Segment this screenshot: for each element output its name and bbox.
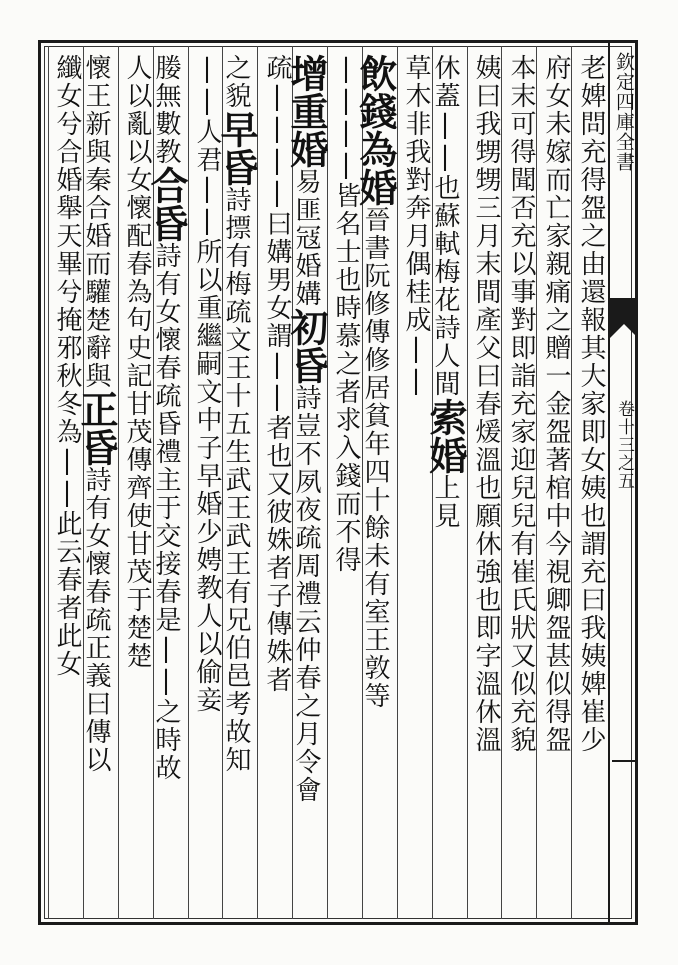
text-column <box>74 54 119 914</box>
column-rule <box>327 46 328 919</box>
book-title: 欽定四庫全書 <box>613 52 635 172</box>
entry-heading: 早昏 <box>214 110 259 186</box>
entry-heading: 索婚 <box>423 398 468 474</box>
column-text: 之貌 <box>221 54 251 110</box>
text-column <box>504 54 534 914</box>
text-column <box>469 54 499 914</box>
column-text: 易匪冦婚媾 <box>291 168 321 308</box>
column-text: 本末可得聞否充以事對即詣充家迎兒兒有崔氏狀又似充貌 <box>506 54 536 754</box>
column-text: 疏||||曰媾 <box>262 54 292 266</box>
column-text: 詩有女懷春疏正義曰傳以 <box>81 466 111 774</box>
entry-heading: 飲錢為婚 <box>353 54 398 206</box>
column-text: 秋冬為||此云春者此女 <box>52 362 82 678</box>
column-text: 府女未嫁而亡家親痛之贈一金盌著棺中今視卿盌甚似得盌 <box>541 54 571 754</box>
column-text: 男女謂||者也又彼姝者子傳姝者 <box>262 266 292 694</box>
column-text: 上見 <box>430 474 460 530</box>
text-column <box>539 54 569 914</box>
entry-heading: 正昏 <box>74 390 119 466</box>
column-text: 晉書阮修傳修居貧年四十餘未有室王敦等 <box>360 206 390 710</box>
column-text: 姨曰我甥甥三月末間產父曰春煖溫也願休強也即字溫休溫 <box>471 54 501 754</box>
text-column <box>574 54 604 914</box>
column-text: 休蓋||也蘇軾梅花詩人間 <box>430 54 460 398</box>
text-column <box>50 54 80 914</box>
column-text: 媵無數教 <box>151 54 181 166</box>
column-text: 懷王新與秦合婚而驩楚辭與 <box>81 54 111 390</box>
column-rule <box>571 46 572 919</box>
text-column <box>120 54 150 914</box>
entry-heading: 增重婚 <box>284 54 329 168</box>
column-text: 詩有女懷春疏昏禮主于交接春是||之時故 <box>151 242 181 782</box>
text-column <box>399 54 429 914</box>
column-text: 詩摽有梅疏文王十五生武王武王有兄伯邑考故知 <box>221 186 251 774</box>
entry-heading: 初昏 <box>284 308 329 384</box>
text-column <box>190 54 220 914</box>
volume-label: 卷十三之五 <box>614 400 634 490</box>
column-text: 老婢問充得盌之由還報其大家即女姨也謂充曰我姨婢崔少 <box>576 54 606 754</box>
column-text: 人以亂 <box>122 54 152 138</box>
text-column <box>284 54 329 914</box>
column-text: ||||皆名士也時慕之者求入錢而不得 <box>331 54 361 574</box>
text-column <box>353 54 398 914</box>
column-rule <box>536 46 537 919</box>
text-column <box>423 54 468 914</box>
column-text: 詩豈不夙夜疏周禮云仲春之月令會 <box>291 384 321 804</box>
entry-heading: 合昏 <box>144 166 189 242</box>
column-rule <box>467 46 468 919</box>
text-column <box>260 54 290 914</box>
column-text: 纖女兮合婚舉天畢兮掩邪 <box>52 54 82 362</box>
text-column <box>144 54 189 914</box>
margin-divider <box>612 760 638 762</box>
column-rule <box>118 46 119 919</box>
text-column <box>329 54 359 914</box>
column-text: 草木非我對奔月偶桂成|| <box>401 54 431 398</box>
column-text: ||人君||所以重繼嗣文中子早婚少娉教人以偷妾 <box>192 54 222 714</box>
column-rule <box>48 46 49 919</box>
column-text: 以女懷配春為句史記甘茂傳齊使甘茂于楚楚 <box>122 138 152 670</box>
column-rule <box>501 46 502 919</box>
text-column <box>214 54 259 914</box>
